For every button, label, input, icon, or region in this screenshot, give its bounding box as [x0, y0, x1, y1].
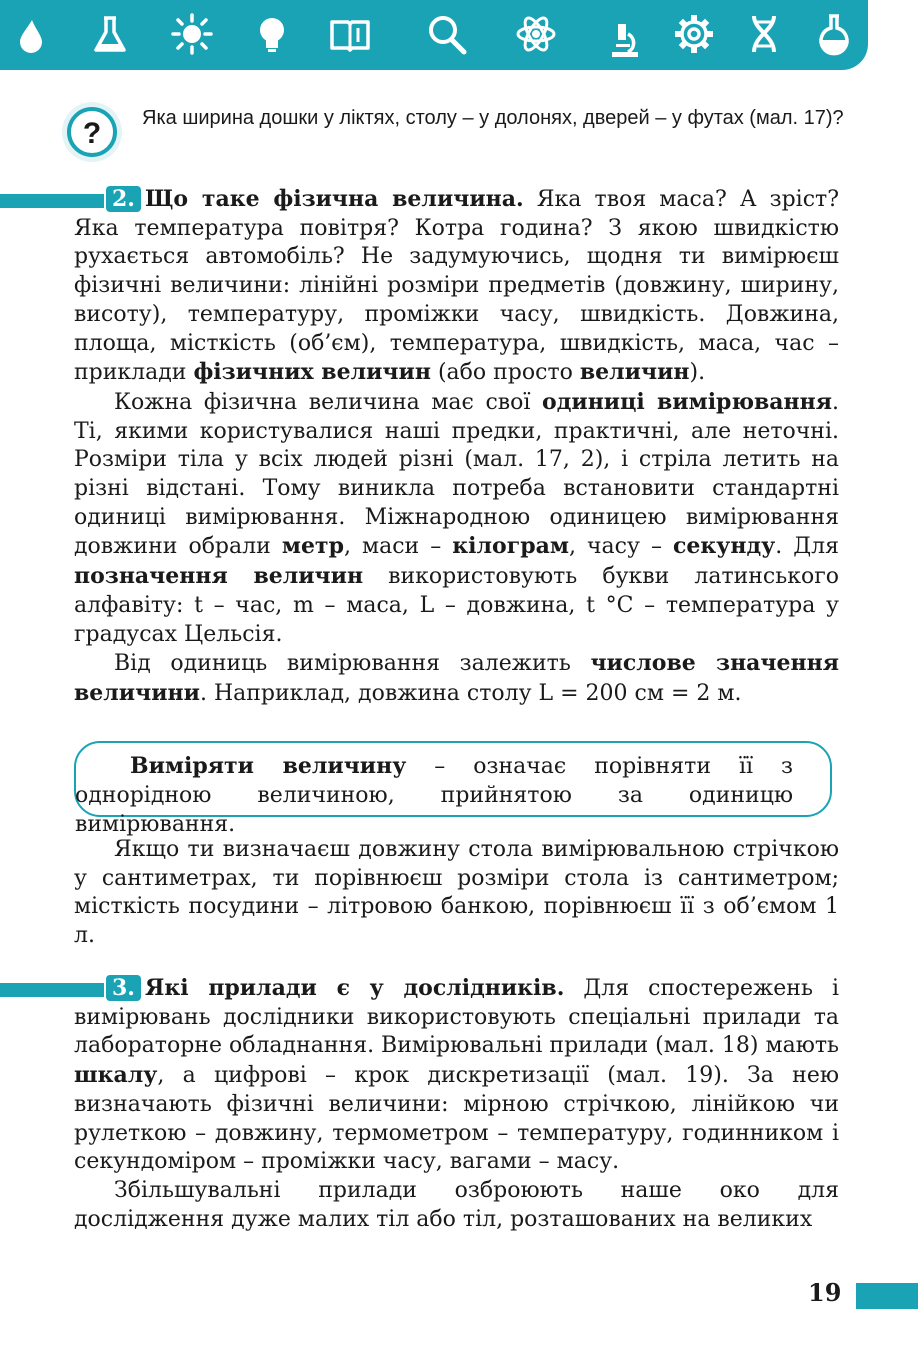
book-icon — [328, 12, 372, 56]
microscope-icon — [604, 18, 648, 62]
flask-icon — [88, 12, 132, 56]
section2-p2-text-4: , часу – — [568, 534, 674, 560]
definition-term: Виміряти величину — [130, 753, 407, 779]
section2-paragraph-2 — [74, 388, 839, 649]
section2-p1-bold-2: величин — [579, 359, 690, 386]
definition-text — [75, 752, 793, 839]
dna-icon — [742, 12, 786, 56]
section2-number: 2. — [106, 186, 141, 212]
section2-p3-bold-1: числове значення величини — [74, 650, 839, 706]
section2-p1-text-3: ). — [689, 360, 706, 386]
section2-p2-text-6: використовують букви латинського алфавіту: t – час, m – маса, L – довжина, t °C – температура у градусах Цельсія. — [74, 564, 839, 647]
question-badge-icon — [58, 100, 126, 164]
section3-body — [74, 974, 839, 1234]
section2-p2-bold-2: метр — [281, 533, 344, 560]
section2-p1-text-2: (або просто — [430, 360, 580, 386]
page-number: 19 — [808, 1278, 842, 1307]
section2-paragraph-3 — [74, 649, 839, 708]
round-flask-icon — [812, 12, 856, 56]
section3-heading: Які прилади є у дослідників. — [144, 975, 565, 1001]
definition-rest: – означає порівняти її з однорідною величиною, прийнятою за одиницю вимірювання. — [75, 754, 793, 837]
section2-p2-bold-3: кілограм — [452, 533, 569, 560]
section3-number: 3. — [106, 975, 141, 1001]
section3-p1-text-2: , а цифрові – крок дискретизації (мал. 19). За нею визначають фізичні величини: мірною стрічкою, лінійкою чи рулеткою – довжину, термометром – температуру, годинником і секундоміром – проміжки часу, вагами – масу. — [74, 1063, 839, 1175]
section2-p2-text-5: . Для — [775, 534, 840, 560]
section3-p1-bold-1: шкалу — [74, 1062, 158, 1089]
section2-p2-text: Кожна фізична величина має свої — [114, 389, 543, 415]
drop-icon — [8, 12, 52, 56]
section2-heading: Що таке фізична величина. — [144, 186, 524, 212]
section3-paragraph-1 — [74, 974, 839, 1177]
header-bar — [0, 0, 868, 70]
section2-p1-text: Яка твоя маса? А зріст? Яка температура повітря? Котра година? З якою швидкістю рухається автомобіль? Не задумуючись, щодня ти вимірюєш фізичні величини: лінійні розміри предметів (довжину, ширину, висоту), температуру, проміжки часу, швидкість. Довжина, площа, місткість (об’єм), температура, швидкість, маса, час – приклади — [74, 187, 839, 386]
section2-p3-text-2: . Наприклад, довжина столу L = 200 см = 2 м. — [199, 680, 742, 706]
section2-p2-text-3: , маси – — [343, 534, 453, 560]
gear-icon — [672, 12, 716, 56]
section2-p2-bold-5: позначення величин — [74, 563, 364, 590]
section2-p2-bold-1: одиниці вимірювання — [542, 388, 832, 415]
sun-icon — [170, 12, 214, 56]
section3-p1-text: Для спостережень і вимірювань дослідники використовують спеціальні прилади та лабораторне обладнання. Вимірювальні прилади (мал. 18) мають — [74, 976, 840, 1059]
section3-paragraph-2: Збільшувальні прилади озброюють наше око для дослідження дуже малих тіл або тіл, розташованих на великих — [74, 1177, 839, 1232]
section2-p1-bold-1: фізичних величин — [193, 359, 431, 386]
section2-p3-text: Від одиниць вимірювання залежить — [114, 651, 591, 677]
section2-p2-bold-4: секунду — [673, 533, 776, 560]
lightbulb-icon — [250, 12, 294, 56]
question-text: Яка ширина дошки у ліктях, столу – у долонях, дверей – у футах (мал. 17)? — [142, 107, 844, 129]
section2-body — [74, 185, 839, 709]
page-number-bar — [856, 1283, 918, 1309]
atom-icon — [514, 12, 558, 56]
magnifier-icon — [424, 12, 468, 56]
section2-paragraph-1 — [74, 185, 839, 388]
question-mark: ? — [82, 117, 102, 150]
section2-p2-text-2: . Ті, якими користувалися наші предки, практичні, але неточні. Розміри тіла у всіх людей різні (мал. 17, 2), і стріла летить на різні відстані. Тому виникла потреба встановити стандартні одиниці вимірювання. Міжнародною одиницею вимірювання довжини обрали — [74, 389, 839, 560]
after-definition-paragraph: Якщо ти визначаєш довжину стола вимірювальною стрічкою у сантиметрах, ти порівнюєш розміри стола із сантиметром; місткість посудини – літровою банкою, порівнюєш її з об’ємом 1 л. — [74, 837, 839, 949]
